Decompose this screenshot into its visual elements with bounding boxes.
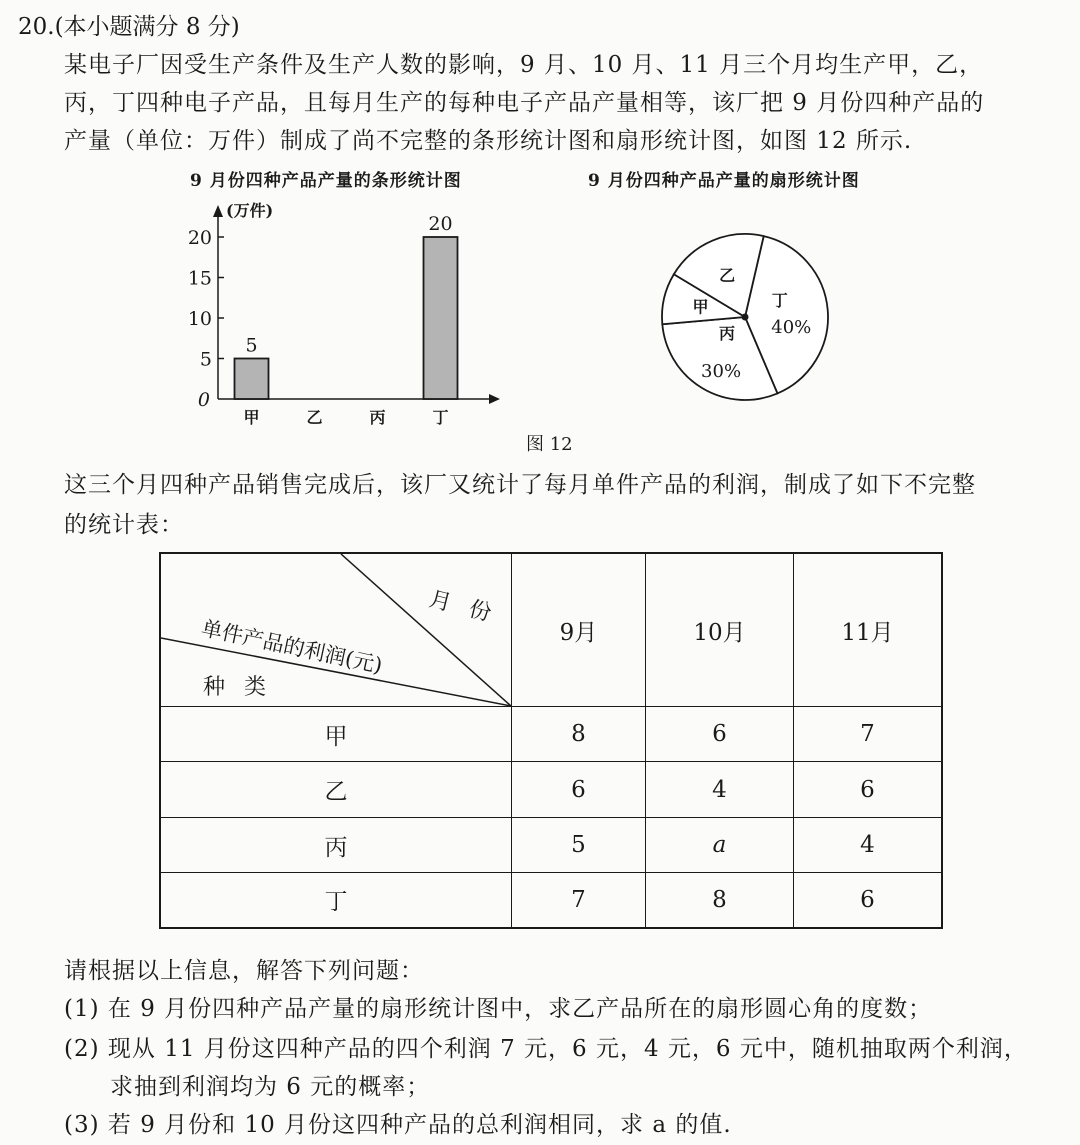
pie-chart (650, 220, 840, 410)
figure-caption: 图 12 (526, 434, 573, 455)
y-tick-label: 10 (187, 308, 212, 330)
cell-value-a: a (646, 818, 794, 873)
header-profit-label: 单件产品的利润(元) (199, 615, 385, 678)
row-name: 丁 (160, 873, 512, 928)
category-label: 丁 (432, 408, 449, 427)
cell-value: 4 (646, 762, 794, 818)
bar-chart-title: 9 月份四种产品产量的条形统计图 (190, 171, 462, 191)
intro-line-1: 某电子厂因受生产条件及生产人数的影响，9 月、10 月、11 月三个月均生产甲，乙， (64, 52, 984, 78)
pie-slice-label: 丙 (719, 323, 736, 343)
bar-chart (160, 195, 520, 435)
category-label: 丙 (369, 408, 386, 427)
row-name: 丙 (160, 818, 512, 873)
row-name: 甲 (160, 707, 512, 762)
pie-center-dot (742, 314, 749, 321)
cell-value: 5 (512, 818, 646, 873)
score-note: (本小题满分 8 分) (54, 14, 240, 40)
cell-value: 6 (646, 707, 794, 762)
category-label: 甲 (243, 408, 260, 427)
cell-value: 7 (512, 873, 646, 928)
sub-question-3: (3) 若 9 月份和 10 月份这四种产品的总利润相同，求 a 的值. (64, 1112, 732, 1138)
pie-slice-percent: 30% (701, 360, 742, 382)
bar-value-label: 5 (245, 334, 258, 357)
sub-question-2-cont: 求抽到利润均为 6 元的概率； (110, 1074, 431, 1100)
y-tick-label: 20 (187, 227, 212, 249)
y-tick-label: 5 (199, 348, 212, 371)
column-header-nov: 11月 (794, 553, 943, 707)
column-header-oct: 10月 (646, 553, 794, 707)
table-row (160, 707, 942, 762)
cell-value: 6 (512, 762, 646, 818)
table-header-row (160, 553, 942, 707)
table-diagonal-header (160, 553, 512, 707)
after-figure-line-2: 的统计表： (64, 512, 184, 538)
row-name: 乙 (160, 762, 512, 818)
cell-value: 7 (794, 707, 943, 762)
question-prompt: 请根据以上信息，解答下列问题： (64, 958, 424, 984)
question-number: 20. (18, 14, 55, 40)
y-axis-label: (万件) (226, 201, 274, 220)
intro-line-2: 丙，丁四种电子产品，且每月生产的每种电子产品产量相等，该厂把 9 月份四种产品的 (64, 90, 985, 116)
cell-value: 4 (794, 818, 943, 873)
after-figure-line-1: 这三个月四种产品销售完成后，该厂又统计了每月单件产品的利润，制成了如下不完整 (64, 472, 976, 498)
column-header-sep: 9月 (512, 553, 646, 707)
pie-slice-label: 甲 (692, 297, 709, 317)
header-type-label: 种 类 (203, 675, 272, 700)
cell-value: 8 (512, 707, 646, 762)
pie-slice-label: 丁 (771, 290, 788, 310)
pie-slice-percent: 40% (771, 316, 812, 338)
category-label: 乙 (306, 408, 323, 427)
sub-question-2: (2) 现从 11 月份这四种产品的四个利润 7 元，6 元，4 元，6 元中，随机抽取两个利润， (64, 1036, 1028, 1062)
bar-value-label: 20 (428, 213, 453, 235)
intro-line-3: 产量（单位：万件）制成了尚不完整的条形统计图和扇形统计图，如图 12 所示. (64, 128, 913, 154)
y-axis-arrow (213, 205, 223, 217)
cell-value: 6 (794, 762, 943, 818)
y-tick-label: 0 (197, 389, 210, 411)
question-heading (18, 8, 240, 41)
bar (235, 359, 269, 400)
cell-value: 6 (794, 873, 943, 928)
table-row (160, 762, 942, 818)
table-row (160, 873, 942, 928)
sub-question-1: (1) 在 9 月份四种产品产量的扇形统计图中，求乙产品所在的扇形圆心角的度数； (64, 996, 933, 1022)
cell-value: 8 (646, 873, 794, 928)
header-month-label: 月 份 (426, 586, 500, 628)
table-row (160, 818, 942, 873)
x-axis-arrow (489, 394, 500, 404)
y-tick-label: 15 (187, 267, 212, 290)
profit-table (159, 552, 943, 929)
pie-chart-title: 9 月份四种产品产量的扇形统计图 (588, 171, 860, 191)
bar (424, 237, 458, 399)
pie-slice-label: 乙 (719, 265, 736, 285)
